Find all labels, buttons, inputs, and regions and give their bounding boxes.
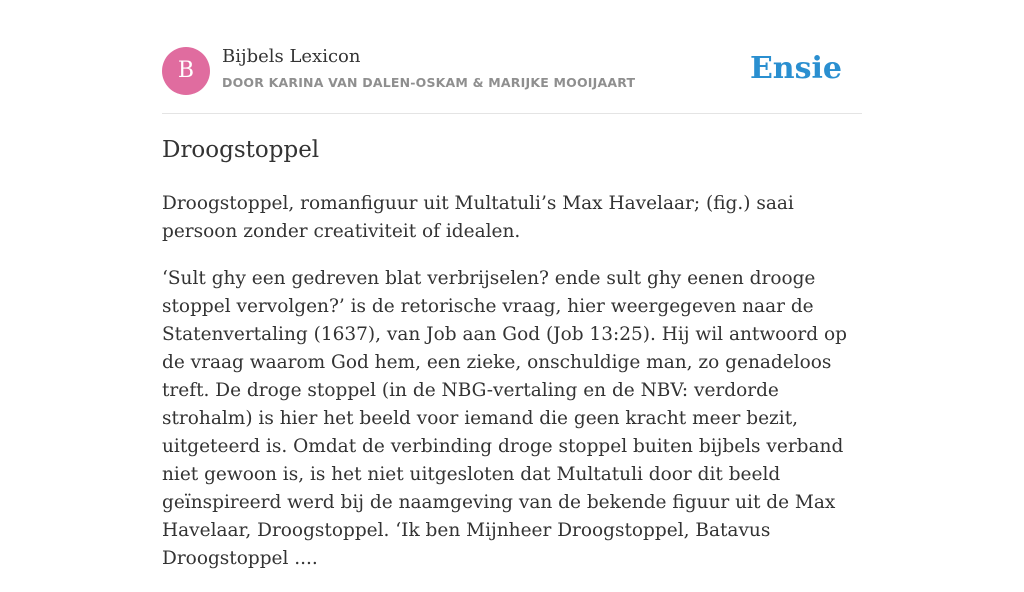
book-title-link[interactable]: Bijbels Lexicon: [222, 46, 361, 67]
entry-title: Droogstoppel: [162, 137, 320, 163]
book-header: [162, 46, 862, 96]
ensie-logo-link[interactable]: Ensie: [749, 51, 842, 86]
entry-paragraph-definition: Droogstoppel, romanfiguur uit Multatuli’s Max Havelaar; (fig.) saai persoon zonder creativiteit of idealen.: [162, 193, 794, 242]
book-authors: DOOR KARINA VAN DALEN-OSKAM & MARIJKE MOOIJAART: [222, 75, 636, 90]
book-avatar[interactable]: B: [162, 47, 210, 95]
header-divider: [162, 113, 862, 114]
entry-paragraph-explanation: ‘Sult ghy een gedreven blat verbrijselen? ende sult ghy eenen drooge stoppel vervolgen?’ is de retorische vraag, hier weergegeven naar de Statenvertaling (1637), van Job aan God (Job 13:25). Hij wil antwoord op de vraag waarom God hem, een zieke, onschuldige man, zo genadeloos treft. De droge stoppel (in de NBG-vertaling en de NBV: verdorde strohalm) is hier het beeld voor iemand die geen kracht meer bezit, uitgeteerd is. Omdat de verbinding droge stoppel buiten bijbels verband niet gewoon is, is het niet uitgesloten dat Multatuli door dit beeld geïnspireerd werd bij de naamgeving van de bekende figuur uit de Max Havelaar, Droogstoppel. ‘Ik ben Mijnheer Droogstoppel, Batavus Droogstoppel ....: [162, 268, 847, 569]
entry-body: [162, 190, 862, 592]
